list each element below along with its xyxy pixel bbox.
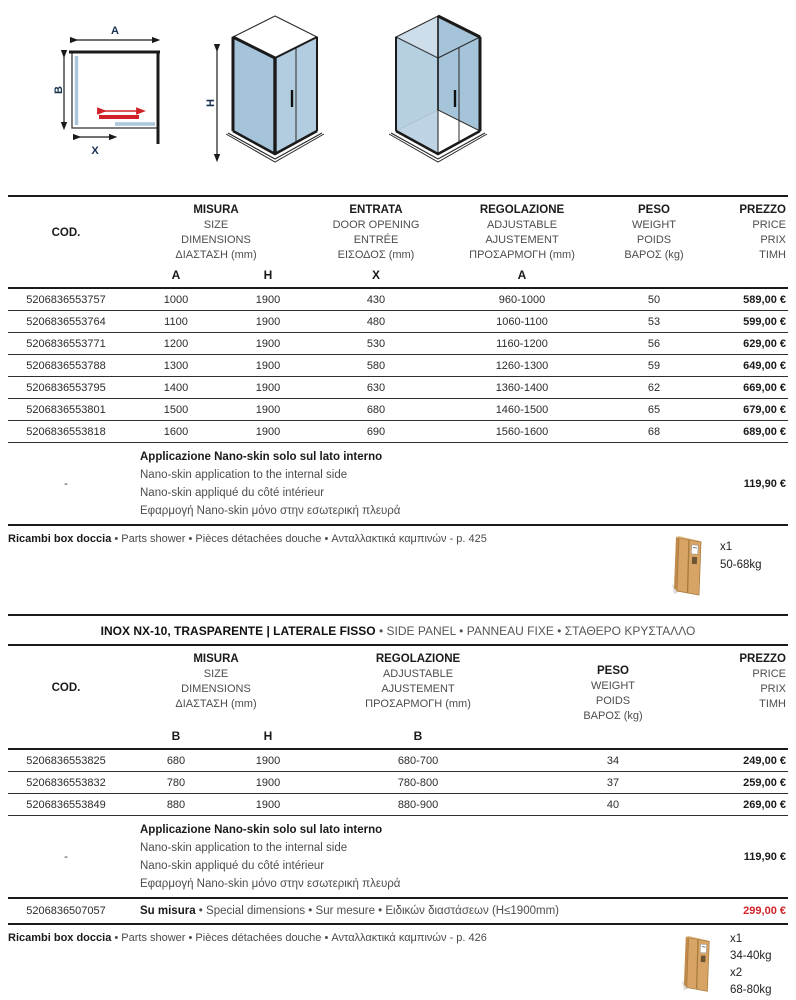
cell-x: 630	[308, 382, 444, 394]
catalog-content	[8, 195, 788, 1000]
cell-prezzo: 249,00 €	[698, 755, 788, 767]
table1-peso-header: PESO WEIGHT POIDS ΒΑΡΟΣ (kg)	[600, 203, 708, 263]
table1-misura-header: MISURA SIZE DIMENSIONS ΔΙΑΣΤΑΣΗ (mm)	[124, 203, 308, 263]
cardboard-box-package-icon	[680, 933, 716, 995]
cell-adjustable: 1460-1500	[444, 404, 600, 416]
table2-cod-header: COD.	[8, 682, 124, 694]
table2-regolazione-header: REGOLAZIONE ADJUSTABLE AJUSTEMENT ΠΡΟΣΑΡΜΟΓΗ (mm)	[308, 652, 528, 724]
section2-title	[8, 614, 788, 644]
plan-label-x: X	[91, 145, 99, 157]
cell-prezzo: 629,00 €	[708, 338, 788, 350]
cell-peso: 50	[600, 294, 708, 306]
cell-adjustable: 1360-1400	[444, 382, 600, 394]
nano-price: 119,90 €	[678, 478, 788, 490]
cell-h: 1900	[228, 338, 308, 350]
cell-adjustable: 960-1000	[444, 294, 600, 306]
package-weight: 68-80kg	[730, 982, 772, 999]
table-row	[8, 289, 788, 311]
cell-cod: 5206836553771	[8, 338, 124, 350]
cell-adjustable: 680-700	[308, 755, 528, 767]
cell-adjustable: 1560-1600	[444, 426, 600, 438]
shower-enclosure-3d-front-icon	[205, 6, 337, 184]
table1-subcolumns	[8, 263, 788, 287]
cell-h: 1900	[228, 426, 308, 438]
cell-peso: 65	[600, 404, 708, 416]
cell-a: 1000	[124, 294, 228, 306]
plan-label-a: A	[111, 25, 119, 37]
table2-prezzo-header: PREZZO PRICE PRIX TIMH	[698, 652, 788, 724]
subcol-adj: A	[444, 268, 600, 282]
nano-line-gr: Εφαρμογή Nano-skin μόνο στην εσωτερική πλευρά	[140, 875, 678, 893]
table-row	[8, 750, 788, 772]
package-qty: x1	[730, 931, 772, 948]
package-weight: 34-40kg	[730, 948, 772, 965]
cell-h: 1900	[228, 360, 308, 372]
nano-line-gr: Εφαρμογή Nano-skin μόνο στην εσωτερική πλευρά	[140, 502, 678, 520]
table-row	[8, 355, 788, 377]
cell-x: 480	[308, 316, 444, 328]
cell-x: 680	[308, 404, 444, 416]
nano-price: 119,90 €	[678, 851, 788, 863]
cell-b: 680	[124, 755, 228, 767]
cell-cod: 5206836553849	[8, 799, 124, 811]
table2-subcolumns	[8, 724, 788, 748]
cell-cod: 5206836553757	[8, 294, 124, 306]
cell-adjustable: 880-900	[308, 799, 528, 811]
plan-label-b: B	[53, 86, 65, 94]
su-misura-row	[8, 899, 788, 925]
cell-b: 880	[124, 799, 228, 811]
table-row	[8, 399, 788, 421]
table1-entrata-header: ENTRATA DOOR OPENING ENTRÉE ΕΙΣΟΔΟΣ (mm)	[308, 203, 444, 263]
nano-line-it: Applicazione Nano-skin solo sul lato interno	[140, 448, 678, 466]
cell-prezzo: 689,00 €	[708, 426, 788, 438]
cell-cod: 5206836553832	[8, 777, 124, 789]
subcol-h: H	[228, 729, 308, 743]
cell-a: 1500	[124, 404, 228, 416]
cell-b: 780	[124, 777, 228, 789]
table-row	[8, 311, 788, 333]
cell-prezzo: 599,00 €	[708, 316, 788, 328]
spare-parts-note-2	[8, 925, 788, 1000]
su-misura-rest: • Special dimensions • Sur mesure • Ειδικών διαστάσεων (H≤1900mm)	[196, 905, 559, 917]
table2-header	[8, 644, 788, 750]
cell-adjustable: 780-800	[308, 777, 528, 789]
nano-cod: -	[8, 478, 124, 490]
table1-header	[8, 195, 788, 289]
cell-cod: 5206836553788	[8, 360, 124, 372]
cell-peso: 62	[600, 382, 708, 394]
table2-peso-header: PESO WEIGHT POIDS ΒΑΡΟΣ (kg)	[528, 652, 698, 724]
cell-peso: 56	[600, 338, 708, 350]
cell-x: 530	[308, 338, 444, 350]
technical-diagrams	[0, 0, 796, 195]
ricambi-rest: • Parts shower • Pièces détachées douche • Ανταλλακτικά καμπινών - p. 426	[111, 932, 487, 944]
cell-x: 430	[308, 294, 444, 306]
subcol-h: H	[228, 268, 308, 282]
subcol-adj: B	[308, 729, 528, 743]
cell-prezzo: 649,00 €	[708, 360, 788, 372]
table1-cod-header: COD.	[8, 227, 124, 239]
cell-adjustable: 1260-1300	[444, 360, 600, 372]
su-misura-cod: 5206836507057	[8, 905, 124, 917]
table-row	[8, 377, 788, 399]
subcol-a: A	[124, 268, 228, 282]
shower-enclosure-3d-back-icon	[368, 6, 500, 184]
table2-misura-header: MISURA SIZE DIMENSIONS ΔΙΑΣΤΑΣΗ (mm)	[124, 652, 308, 724]
nano-skin-option-1	[8, 443, 788, 526]
nano-line-en: Nano-skin application to the internal side	[140, 466, 678, 484]
spare-parts-note-1	[8, 526, 788, 614]
cell-cod: 5206836553795	[8, 382, 124, 394]
cell-a: 1100	[124, 316, 228, 328]
table1-regolazione-header: REGOLAZIONE ADJUSTABLE AJUSTEMENT ΠΡΟΣΑΡΜΟΓΗ (mm)	[444, 203, 600, 263]
cell-h: 1900	[228, 294, 308, 306]
package-weight: 50-68kg	[720, 556, 762, 574]
table-row	[8, 333, 788, 355]
table-row	[8, 794, 788, 816]
cell-peso: 34	[528, 755, 698, 767]
cell-peso: 59	[600, 360, 708, 372]
cell-cod: 5206836553825	[8, 755, 124, 767]
cell-prezzo: 269,00 €	[698, 799, 788, 811]
dimension-plan-diagram	[52, 24, 184, 166]
cell-a: 1600	[124, 426, 228, 438]
cardboard-box-package-icon	[670, 533, 708, 599]
cell-h: 1900	[228, 799, 308, 811]
su-misura-bold: Su misura	[140, 905, 196, 917]
nano-skin-option-2	[8, 816, 788, 899]
table-row	[8, 421, 788, 443]
package-qty: x2	[730, 965, 772, 982]
cell-h: 1900	[228, 404, 308, 416]
cell-x: 690	[308, 426, 444, 438]
nano-line-fr: Nano-skin appliqué du côté intérieur	[140, 857, 678, 875]
cell-h: 1900	[228, 316, 308, 328]
table1-rows	[8, 289, 788, 443]
cell-x: 580	[308, 360, 444, 372]
ricambi-rest: • Parts shower • Pièces détachées douche • Ανταλλακτικά καμπινών - p. 425	[111, 533, 487, 545]
cell-h: 1900	[228, 382, 308, 394]
nano-cod: -	[8, 851, 124, 863]
cell-prezzo: 589,00 €	[708, 294, 788, 306]
cell-h: 1900	[228, 777, 308, 789]
cell-adjustable: 1160-1200	[444, 338, 600, 350]
cell-h: 1900	[228, 755, 308, 767]
su-misura-price: 299,00 €	[688, 905, 788, 917]
cell-a: 1400	[124, 382, 228, 394]
subcol-b: B	[124, 729, 228, 743]
cell-prezzo: 259,00 €	[698, 777, 788, 789]
subcol-x: X	[308, 268, 444, 282]
cell-peso: 68	[600, 426, 708, 438]
cell-peso: 40	[528, 799, 698, 811]
cell-prezzo: 679,00 €	[708, 404, 788, 416]
cell-adjustable: 1060-1100	[444, 316, 600, 328]
ricambi-bold: Ricambi box doccia	[8, 932, 111, 944]
table2-rows	[8, 750, 788, 816]
section2-title-bold: INOX NX-10, TRASPARENTE | LATERALE FISSO	[101, 624, 376, 638]
cell-cod: 5206836553764	[8, 316, 124, 328]
table-row	[8, 772, 788, 794]
nano-line-it: Applicazione Nano-skin solo sul lato interno	[140, 821, 678, 839]
cell-peso: 53	[600, 316, 708, 328]
cell-a: 1300	[124, 360, 228, 372]
package-qty: x1	[720, 538, 762, 556]
cell-prezzo: 669,00 €	[708, 382, 788, 394]
ricambi-bold: Ricambi box doccia	[8, 533, 111, 545]
iso-label-h: H	[205, 99, 217, 107]
table1-prezzo-header: PREZZO PRICE PRIX TIMH	[708, 203, 788, 263]
cell-cod: 5206836553818	[8, 426, 124, 438]
nano-line-en: Nano-skin application to the internal side	[140, 839, 678, 857]
cell-cod: 5206836553801	[8, 404, 124, 416]
cell-a: 1200	[124, 338, 228, 350]
cell-peso: 37	[528, 777, 698, 789]
section2-title-rest: • SIDE PANEL • PANNEAU FIXE • ΣΤΑΘΕΡΟ ΚΡΥΣΤΑΛΛΟ	[376, 624, 696, 638]
nano-line-fr: Nano-skin appliqué du côté intérieur	[140, 484, 678, 502]
